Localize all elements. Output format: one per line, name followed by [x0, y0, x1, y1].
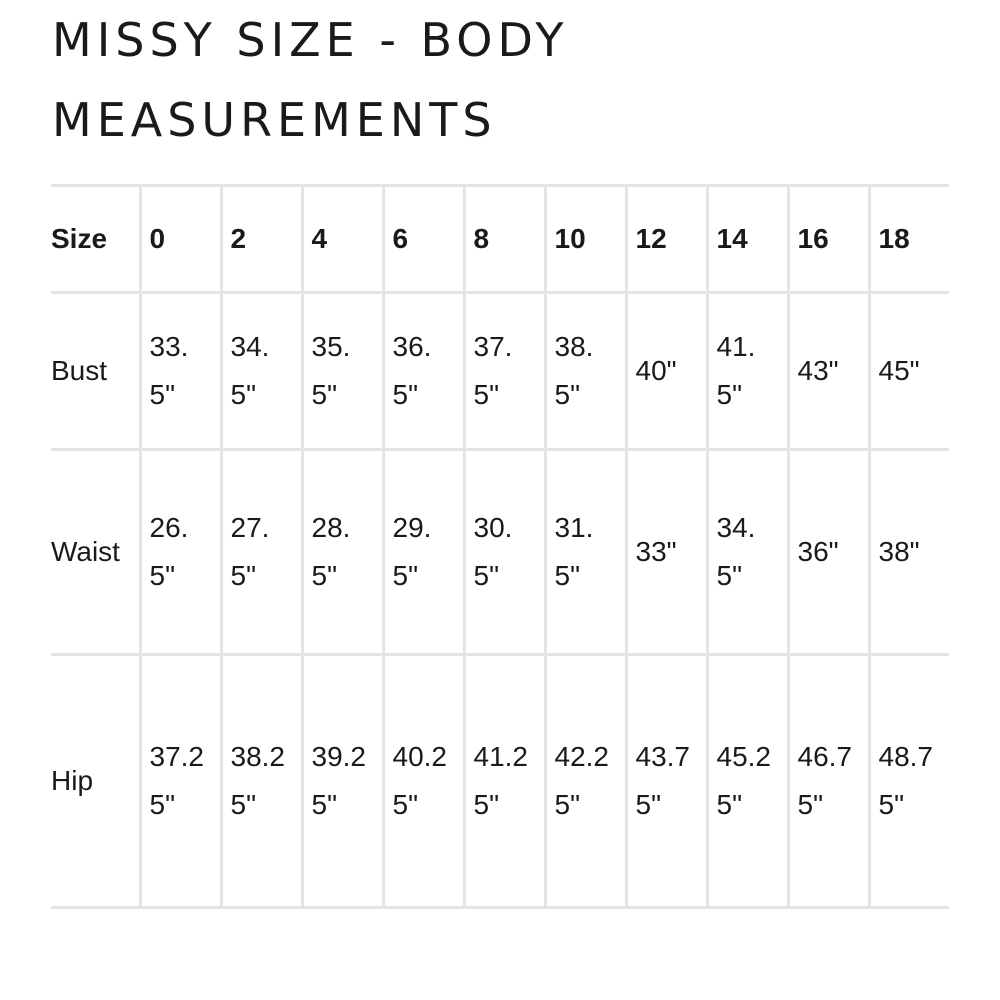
bust-value-size-8: 37.5": [464, 293, 545, 450]
page-title-line-1: MISSY SIZE - BODY: [52, 13, 569, 67]
hip-value-size-16: 46.75": [788, 655, 869, 908]
table-row-hip: [51, 655, 949, 908]
row-label-waist: Waist: [51, 450, 140, 655]
header-size-18: 18: [869, 186, 949, 293]
hip-value-size-12: 43.75": [626, 655, 707, 908]
waist-value-size-14: 34.5": [707, 450, 788, 655]
waist-value-size-0: 26.5": [140, 450, 221, 655]
header-size-8: 8: [464, 186, 545, 293]
waist-value-size-12: 33": [626, 450, 707, 655]
waist-value-size-10: 31.5": [545, 450, 626, 655]
table-row-bust: [51, 293, 949, 450]
bust-value-size-0: 33.5": [140, 293, 221, 450]
hip-value-size-0: 37.25": [140, 655, 221, 908]
waist-value-size-18: 38": [869, 450, 949, 655]
bust-value-size-6: 36.5": [383, 293, 464, 450]
waist-value-size-16: 36": [788, 450, 869, 655]
header-size-14: 14: [707, 186, 788, 293]
bust-value-size-14: 41.5": [707, 293, 788, 450]
bust-value-size-12: 40": [626, 293, 707, 450]
hip-value-size-6: 40.25": [383, 655, 464, 908]
page-title-line-2: MEASUREMENTS: [52, 93, 497, 147]
hip-value-size-4: 39.25": [302, 655, 383, 908]
row-label-bust: Bust: [51, 293, 140, 450]
bust-value-size-4: 35.5": [302, 293, 383, 450]
header-size-6: 6: [383, 186, 464, 293]
hip-value-size-2: 38.25": [221, 655, 302, 908]
waist-value-size-6: 29.5": [383, 450, 464, 655]
bust-value-size-2: 34.5": [221, 293, 302, 450]
header-size-4: 4: [302, 186, 383, 293]
header-row: [51, 186, 949, 293]
waist-value-size-8: 30.5": [464, 450, 545, 655]
header-size-0: 0: [140, 186, 221, 293]
header-size-16: 16: [788, 186, 869, 293]
bust-value-size-16: 43": [788, 293, 869, 450]
hip-value-size-14: 45.25": [707, 655, 788, 908]
hip-value-size-10: 42.25": [545, 655, 626, 908]
header-size-12: 12: [626, 186, 707, 293]
header-size-2: 2: [221, 186, 302, 293]
row-label-hip: Hip: [51, 655, 140, 908]
header-size-10: 10: [545, 186, 626, 293]
bust-value-size-10: 38.5": [545, 293, 626, 450]
table-row-waist: [51, 450, 949, 655]
waist-value-size-2: 27.5": [221, 450, 302, 655]
size-chart-table: [51, 184, 949, 909]
hip-value-size-8: 41.25": [464, 655, 545, 908]
waist-value-size-4: 28.5": [302, 450, 383, 655]
header-size-label: Size: [51, 186, 140, 293]
hip-value-size-18: 48.75": [869, 655, 949, 908]
bust-value-size-18: 45": [869, 293, 949, 450]
page-title: [52, 0, 952, 160]
